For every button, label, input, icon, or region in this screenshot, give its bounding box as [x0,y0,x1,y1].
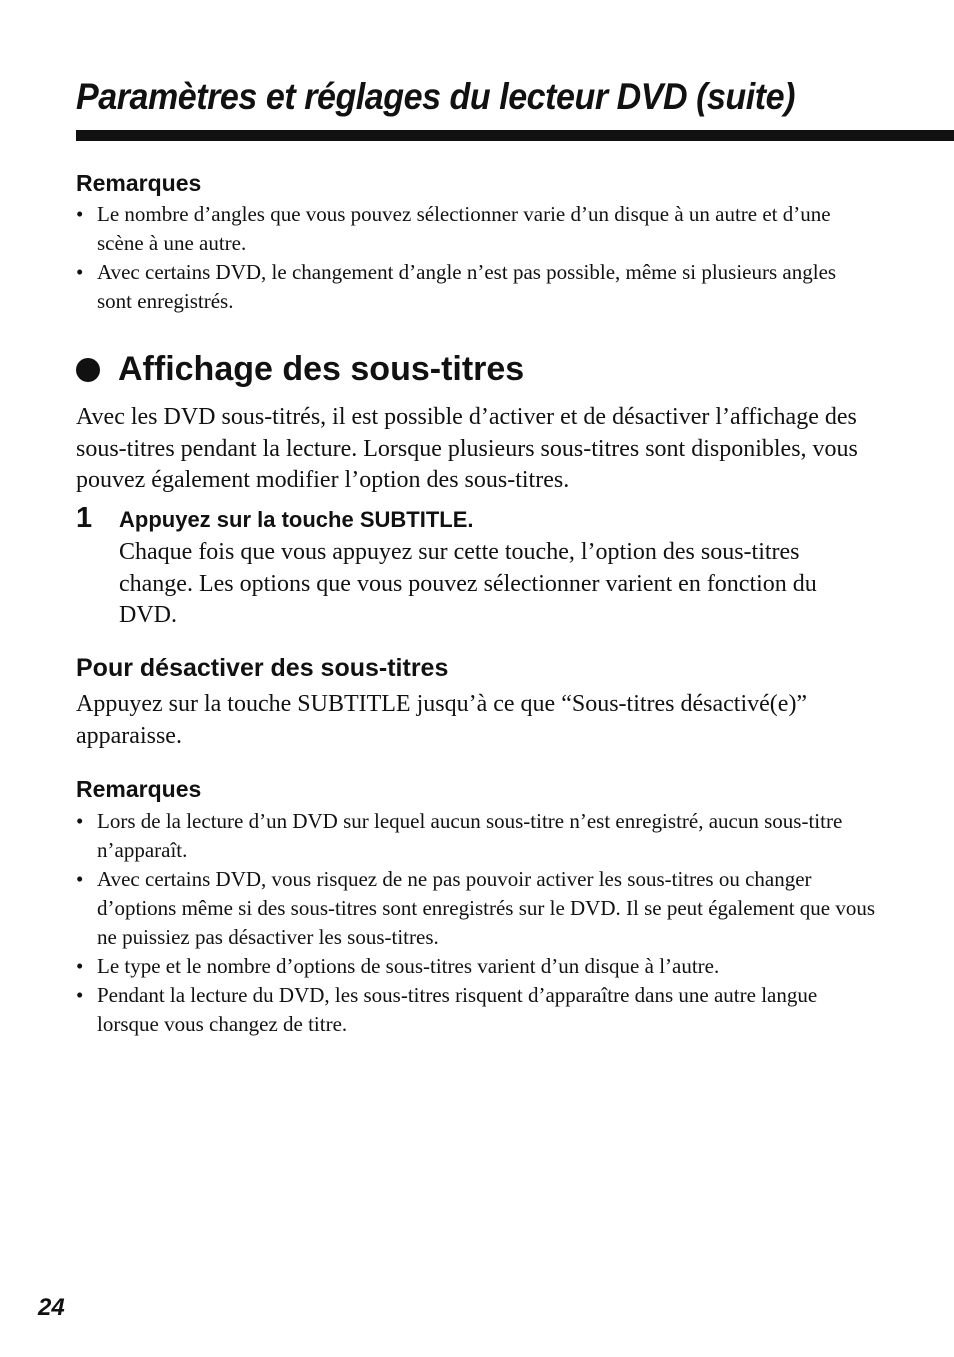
bullet-circle-icon [76,358,100,382]
page-title: Paramètres et réglages du lecteur DVD (suite) [76,76,795,117]
notes-heading-1: Remarques [76,170,202,196]
section-title: Affichage des sous-titres [118,350,525,388]
subsection-heading: Pour désactiver des sous-titres [76,654,449,682]
list-item: • Lors de la lecture d’un DVD sur lequel aucun sous-titre n’est enregistré, aucun sous-titre n’apparaît. [76,807,876,865]
list-item: • Le nombre d’angles que vous pouvez sélectionner varie d’un disque à un autre et d’une scène à une autre. [76,200,876,258]
list-item: • Pendant la lecture du DVD, les sous-titres risquent d’apparaître dans une autre langue lorsque vous changez de titre. [76,981,876,1039]
list-item: • Avec certains DVD, le changement d’angle n’est pas possible, même si plusieurs angles sont enregistrés. [76,258,876,316]
notes-list-2 [76,807,876,1039]
subsection-body: Appuyez sur la touche SUBTITLE jusqu’à ce que “Sous-titres désactivé(e)” apparaisse. [76,691,808,749]
page-number: 24 [38,1294,65,1321]
section-intro: Avec les DVD sous-titrés, il est possible d’activer et de désactiver l’affichage des sous-titres pendant la lecture. Lorsque plusieurs sous-titres sont disponibles, vous pouvez également modifier l’option des sous-titres. [76,404,858,493]
step-body: Chaque fois que vous appuyez sur cette touche, l’option des sous-titres change. Les options que vous pouvez sélectionner varient en fonction du DVD. [119,539,817,628]
notes-list-1 [76,200,876,316]
list-item: • Le type et le nombre d’options de sous-titres varient d’un disque à l’autre. [76,952,876,981]
section-heading [76,350,524,389]
step-number: 1 [76,502,93,534]
step-title: Appuyez sur la touche SUBTITLE. [119,507,474,532]
title-rule [76,130,954,141]
list-item: • Avec certains DVD, vous risquez de ne pas pouvoir activer les sous-titres ou changer d’options même si des sous-titres sont enregistrés sur le DVD. Il se peut également que vous ne puissiez pas désactiver les sous-titres. [76,865,876,952]
notes-heading-2: Remarques [76,776,202,802]
